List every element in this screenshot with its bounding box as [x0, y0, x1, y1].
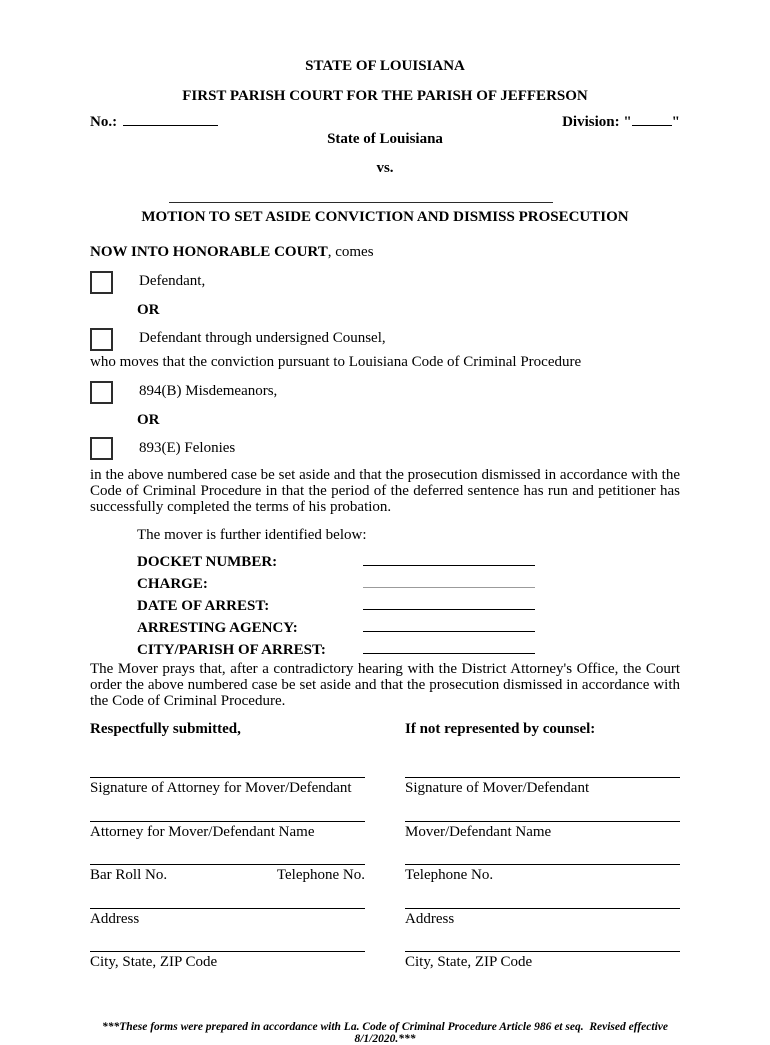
- docket-number-row: [137, 552, 680, 571]
- mover-telephone-label: Telephone No.: [405, 867, 494, 884]
- mover-signature-line[interactable]: [405, 777, 680, 778]
- mover-name-line[interactable]: [405, 821, 680, 822]
- attorney-address-label: Address: [90, 910, 140, 927]
- counsel-option-row: [90, 328, 680, 350]
- moves-clause: who moves that the conviction pursuant to Louisiana Code of Criminal Procedure: [90, 354, 582, 371]
- or-separator-2: OR: [137, 412, 160, 429]
- mover-city-state-zip-line[interactable]: [405, 951, 680, 952]
- arresting-agency-input-line[interactable]: [363, 618, 535, 632]
- plaintiff-name: State of Louisiana: [327, 130, 443, 147]
- attorney-telephone-label: Telephone No.: [276, 867, 365, 884]
- attorney-name-label: Attorney for Mover/Defendant Name: [90, 823, 315, 840]
- misdemeanor-checkbox[interactable]: [90, 381, 113, 404]
- counsel-option-label: Defendant through undersigned Counsel,: [139, 330, 386, 347]
- motion-title: MOTION TO SET ASIDE CONVICTION AND DISMISS PROSECUTION: [141, 209, 629, 226]
- not-represented-header: If not represented by counsel:: [405, 721, 596, 738]
- state-title: STATE OF LOUISIANA: [305, 58, 465, 74]
- counsel-checkbox[interactable]: [90, 328, 113, 351]
- docket-number-label: DOCKET NUMBER:: [137, 554, 278, 571]
- mover-name-row: [405, 821, 680, 841]
- court-title: FIRST PARISH COURT FOR THE PARISH OF JEFFERSON: [182, 87, 588, 104]
- mover-city-state-zip-row: [405, 951, 680, 971]
- felony-checkbox[interactable]: [90, 437, 113, 460]
- bar-roll-telephone-row: [90, 864, 365, 884]
- or-separator-1: OR: [137, 302, 160, 319]
- division-group: [562, 112, 680, 131]
- attorney-name-line[interactable]: [90, 821, 365, 822]
- felony-option-row: [90, 438, 680, 460]
- date-of-arrest-input-line[interactable]: [363, 596, 535, 610]
- city-parish-of-arrest-label: CITY/PARISH OF ARREST:: [137, 642, 326, 659]
- defendant-option-row: [90, 271, 680, 293]
- mover-telephone-line[interactable]: [405, 864, 680, 865]
- defendant-name-input-line[interactable]: [169, 202, 553, 203]
- felony-option-label: 893(E) Felonies: [139, 439, 236, 456]
- date-of-arrest-label: DATE OF ARREST:: [137, 598, 270, 615]
- bar-roll-telephone-line[interactable]: [90, 864, 365, 865]
- case-number-label: No.:: [90, 113, 118, 130]
- footer-note: ***These forms were prepared in accordance with La. Code of Criminal Procedure Article 986 et seq. Revised effective 8/1/2020.***: [102, 1020, 671, 1045]
- attorney-address-line[interactable]: [90, 908, 365, 909]
- attorney-city-state-zip-label: City, State, ZIP Code: [90, 954, 218, 971]
- arresting-agency-label: ARRESTING AGENCY:: [137, 620, 298, 637]
- division-close-quote: ": [671, 113, 680, 130]
- mover-signature-column: [405, 722, 680, 994]
- intro-clause: [90, 245, 680, 261]
- mover-telephone-row: [405, 864, 680, 884]
- mover-signature-label: Signature of Mover/Defendant: [405, 780, 590, 797]
- arresting-agency-row: [137, 618, 680, 637]
- city-parish-of-arrest-input-line[interactable]: [363, 640, 535, 654]
- docket-number-input-line[interactable]: [363, 552, 535, 566]
- attorney-city-state-zip-line[interactable]: [90, 951, 365, 952]
- mover-address-label: Address: [405, 910, 455, 927]
- prays-paragraph: The Mover prays that, after a contradictory hearing with the District Attorney's Office, the Court order the above numbered case be set aside and that the prosecution dismissed in accordance with the Code of Criminal Procedure.: [90, 661, 680, 710]
- attorney-signature-row: [90, 777, 365, 797]
- city-parish-of-arrest-row: [137, 640, 680, 659]
- versus-label: vs.: [376, 159, 394, 176]
- mover-address-line[interactable]: [405, 908, 680, 909]
- intro-rest-text: , comes: [327, 244, 374, 261]
- attorney-signature-label: Signature of Attorney for Mover/Defendant: [90, 780, 352, 797]
- mover-identification-fields: [137, 552, 680, 659]
- set-aside-paragraph: in the above numbered case be set aside and that the prosecution dismissed in accordance with the Code of Criminal Procedure in that the period of the deferred sentence has run and petitioner has successfully completed the terms of his probation.: [90, 466, 680, 515]
- misdemeanor-option-label: 894(B) Misdemeanors,: [139, 383, 278, 400]
- signature-section: [90, 722, 680, 994]
- attorney-address-row: [90, 908, 365, 928]
- charge-label: CHARGE:: [137, 576, 208, 593]
- bar-roll-label: Bar Roll No.: [90, 867, 168, 884]
- mover-city-state-zip-label: City, State, ZIP Code: [405, 954, 533, 971]
- attorney-city-state-zip-row: [90, 951, 365, 971]
- attorney-name-row: [90, 821, 365, 841]
- mover-intro-text: The mover is further identified below:: [137, 526, 367, 543]
- bar-roll-telephone-labels: [90, 867, 365, 884]
- division-label: Division: ": [562, 113, 632, 130]
- division-input-line[interactable]: [632, 112, 672, 126]
- mover-address-row: [405, 908, 680, 928]
- attorney-signature-column: [90, 722, 365, 994]
- case-number-input-line[interactable]: [123, 112, 218, 126]
- mover-name-label: Mover/Defendant Name: [405, 823, 552, 840]
- attorney-signature-line[interactable]: [90, 777, 365, 778]
- charge-input-line[interactable]: [363, 574, 535, 588]
- case-number-group: [90, 112, 218, 131]
- intro-bold-text: NOW INTO HONORABLE COURT: [90, 244, 328, 261]
- mover-signature-row: [405, 777, 680, 797]
- charge-row: [137, 574, 680, 593]
- misdemeanor-option-row: [90, 381, 680, 403]
- respectfully-submitted-header: Respectfully submitted,: [90, 721, 241, 738]
- defendant-checkbox[interactable]: [90, 271, 113, 294]
- case-number-division-row: [90, 112, 680, 131]
- date-of-arrest-row: [137, 596, 680, 615]
- defendant-option-label: Defendant,: [139, 273, 206, 290]
